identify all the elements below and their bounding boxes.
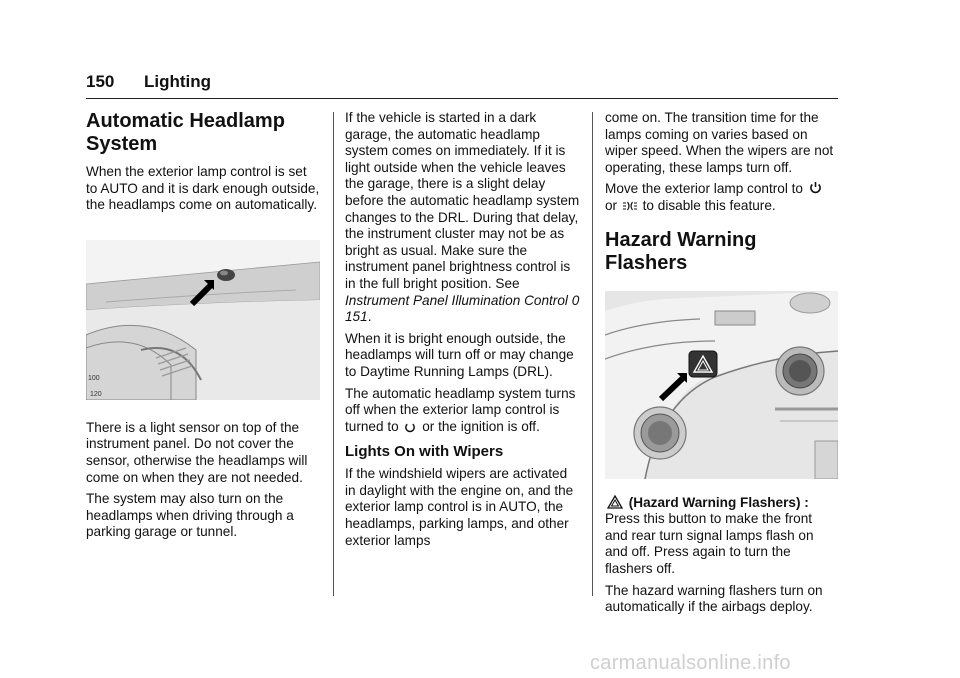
light-sensor-illustration	[86, 240, 320, 400]
paragraph: There is a light sensor on top of the instrument panel. Do not cover the sensor, otherwise the headlamps will come on when they are not needed.	[86, 419, 308, 485]
column-divider	[592, 112, 593, 596]
paragraph	[605, 495, 838, 578]
page-number: 150	[86, 72, 115, 91]
section-title: Lighting	[144, 72, 212, 91]
paragraph	[605, 181, 838, 214]
lights-on-with-wipers-heading: Lights On with Wipers	[345, 443, 504, 461]
xref-end: .	[367, 309, 372, 325]
paragraph: When it is bright enough outside, the headlamps will turn off or may change to Daytime Running Lamps (DRL).	[345, 330, 574, 379]
paragraph-text: Move the exterior lamp control to	[605, 181, 803, 197]
paragraph-text: to disable this feature.	[642, 197, 776, 213]
hazard-button-label: (Hazard Warning Flashers) :	[628, 494, 809, 510]
xref-arrow: 0	[571, 292, 580, 308]
hazard-warning-flashers-heading: Hazard Warning Flashers	[605, 228, 757, 274]
paragraph-text: or	[605, 197, 618, 213]
paragraph: When the exterior lamp control is set to AUTO and it is dark enough outside, the headlamps come on automatically.	[86, 164, 320, 213]
paragraph: If the windshield wipers are activated in daylight with the engine on, and the exterior lamp control is in AUTO, the headlamps, parking lamps, and other exterior lamps	[345, 466, 574, 548]
power-off-icon	[809, 181, 822, 195]
paragraph: The system may also turn on the headlamps when driving through a parking garage or tunnel.	[86, 491, 294, 540]
column-left	[86, 110, 320, 546]
hazard-button-illustration	[605, 291, 838, 479]
paragraph-text: The automatic headlamp system turns off when the exterior lamp control is turned to	[345, 385, 576, 434]
gauge-label: 100	[88, 374, 100, 382]
hazard-warning-icon	[607, 495, 623, 509]
paragraph: come on. The transition time for the lamps coming on varies based on wiper speed. When the wipers are not operating, these lamps turn off.	[605, 110, 834, 175]
cross-reference	[345, 293, 579, 325]
column-divider	[333, 112, 334, 596]
paragraph-text: or the ignition is off.	[422, 418, 540, 434]
paragraph-text: If the vehicle is started in a dark garage, the automatic headlamp system comes on immediately. If it is light outside when the vehicle leaves the garage, there is a slight delay before the automatic headlamp system changes to the DRL. During that delay, the instrument cluster may not be as bright as usual. Make sure the instrument panel brightness control is in the full bright position. See	[345, 110, 580, 291]
gauge-label: 120	[90, 390, 102, 398]
column-right	[605, 110, 838, 621]
paragraph	[345, 110, 581, 326]
paragraph-text: Press this button to make the front and rear turn signal lamps flash on and off. Press again to turn the flashers off.	[605, 511, 814, 576]
xref-title: Instrument Panel Illumination Control	[345, 292, 568, 308]
page-header	[86, 72, 838, 99]
paragraph	[345, 386, 581, 436]
paragraph: The hazard warning flashers turn on automatically if the airbags deploy.	[605, 582, 823, 615]
xref-page: 151	[345, 309, 368, 325]
column-middle	[345, 110, 581, 554]
automatic-headlamp-heading: Automatic Headlamp System	[86, 110, 285, 155]
parking-lamp-icon	[623, 200, 637, 212]
watermark: carmanualsonline.info	[590, 652, 791, 674]
power-off-icon	[404, 421, 416, 433]
